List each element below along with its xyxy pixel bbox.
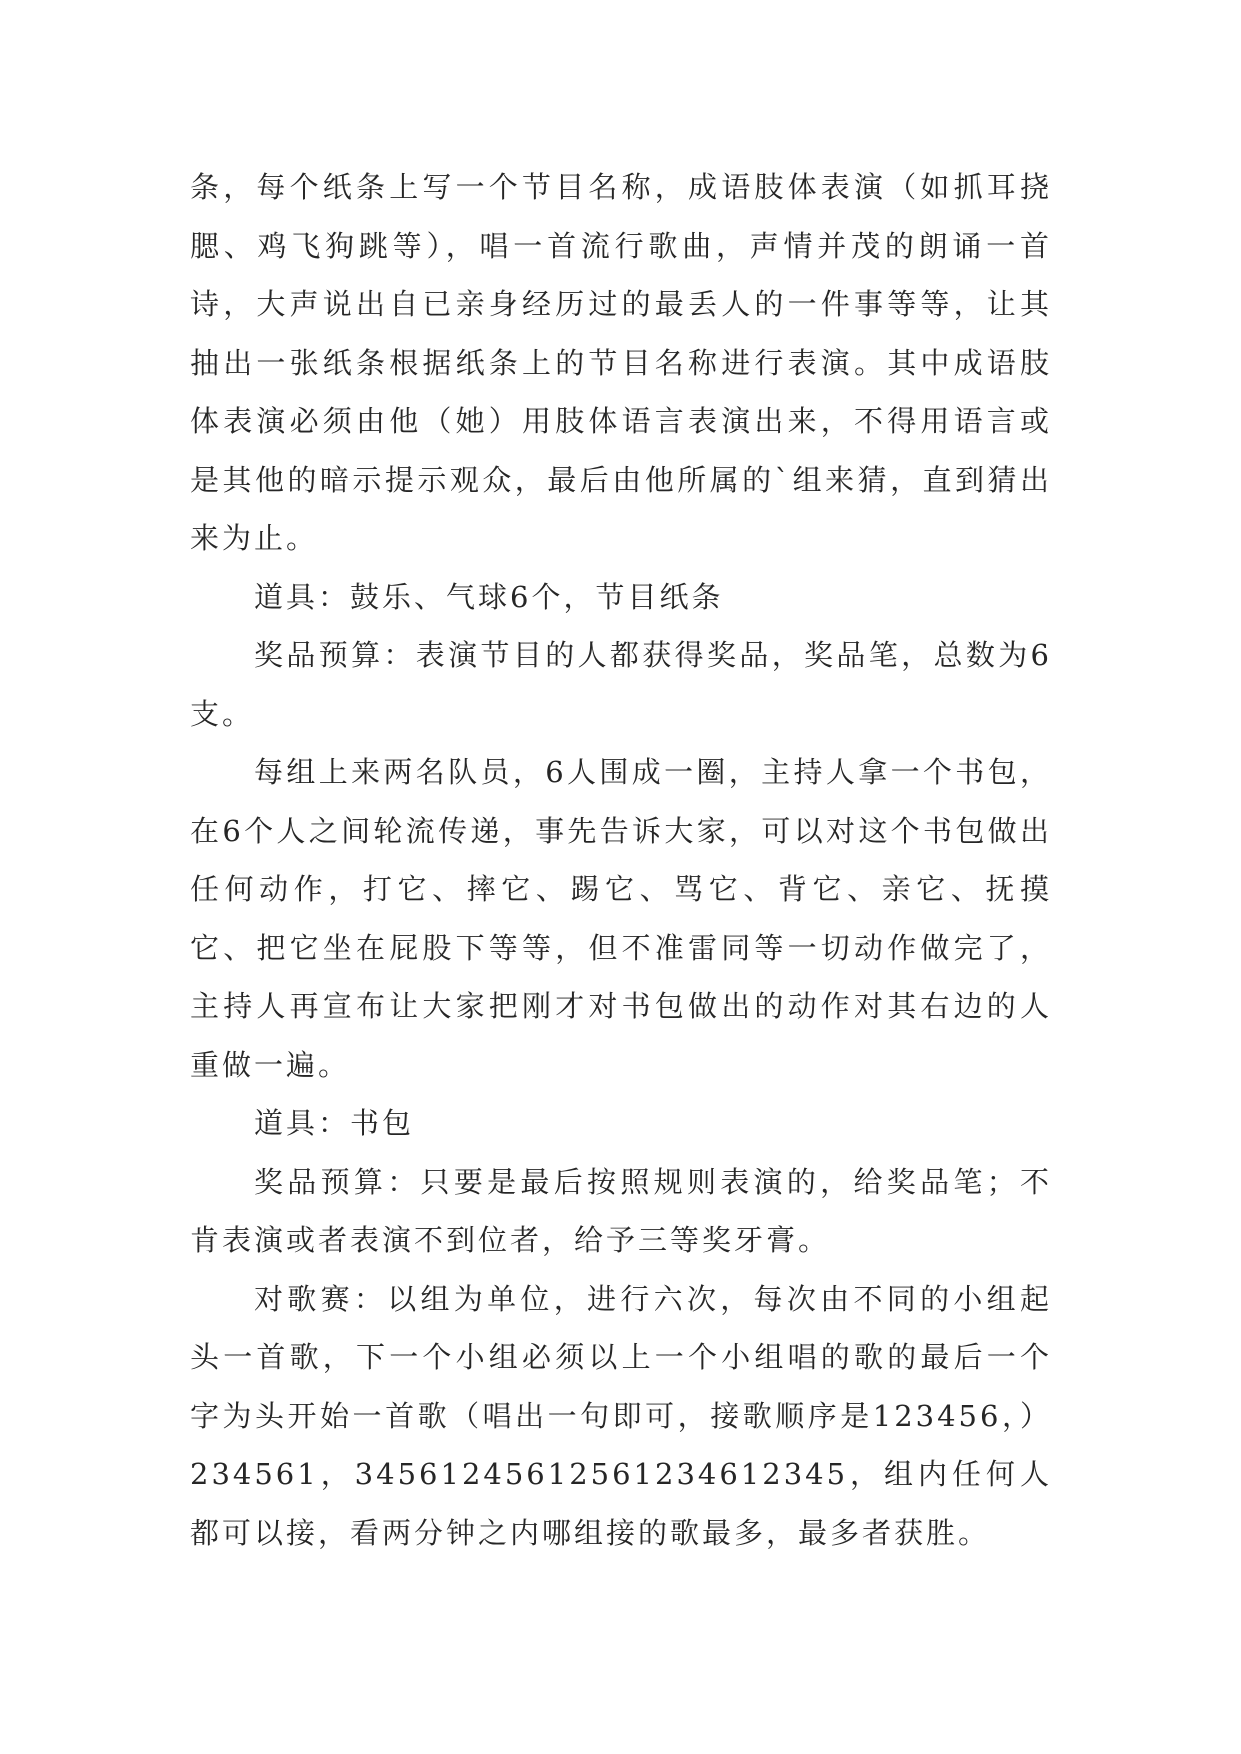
paragraph-continuation: 条，每个纸条上写一个节目名称，成语肢体表演（如抓耳挠腮、鸡飞狗跳等），唱一首流行歌曲，声情并茂的朗诵一首诗，大声说出自已亲身经历过的最丢人的一件事等等，让其抽出一张纸条根据纸条上的节目名称进行表演。其中成语肢体表演必须由他（她）用肢体语言表演出来，不得用语言或是其他的暗示提示观众，最后由他所属的`组来猜，直到猜出来为止。 [190, 170, 1052, 555]
document-body [190, 158, 1052, 1562]
paragraph-song-contest: 对歌赛：以组为单位，进行六次，每次由不同的小组起头一首歌，下一个小组必须以上一个小组唱的歌的最后一个字为头开始一首歌（唱出一句即可，接歌顺序是123456，）234561，34561245612561234612345，组内任何人都可以接，看两分钟之内哪组接的歌最多，最多者获胜。 [190, 1281, 1052, 1550]
paragraph-prize-budget-2: 奖品预算：只要是最后按照规则表演的，给奖品笔；不肯表演或者表演不到位者，给予三等奖牙膏。 [190, 1164, 1052, 1257]
paragraph-schoolbag-game: 每组上来两名队员，6人围成一圈，主持人拿一个书包，在6个人之间轮流传递，事先告诉大家，可以对这个书包做出任何动作，打它、摔它、踢它、骂它、背它、亲它、抚摸它、把它坐在屁股下等等，但不准雷同等一切动作做完了，主持人再宣布让大家把刚才对书包做出的动作对其右边的人重做一遍。 [190, 755, 1052, 1082]
paragraph-props-2: 道具：书包 [254, 1106, 415, 1140]
paragraph-props-1: 道具：鼓乐、气球6个，节目纸条 [254, 579, 724, 614]
paragraph-prize-budget-1: 奖品预算：表演节目的人都获得奖品，奖品笔，总数为6支。 [190, 638, 1052, 731]
